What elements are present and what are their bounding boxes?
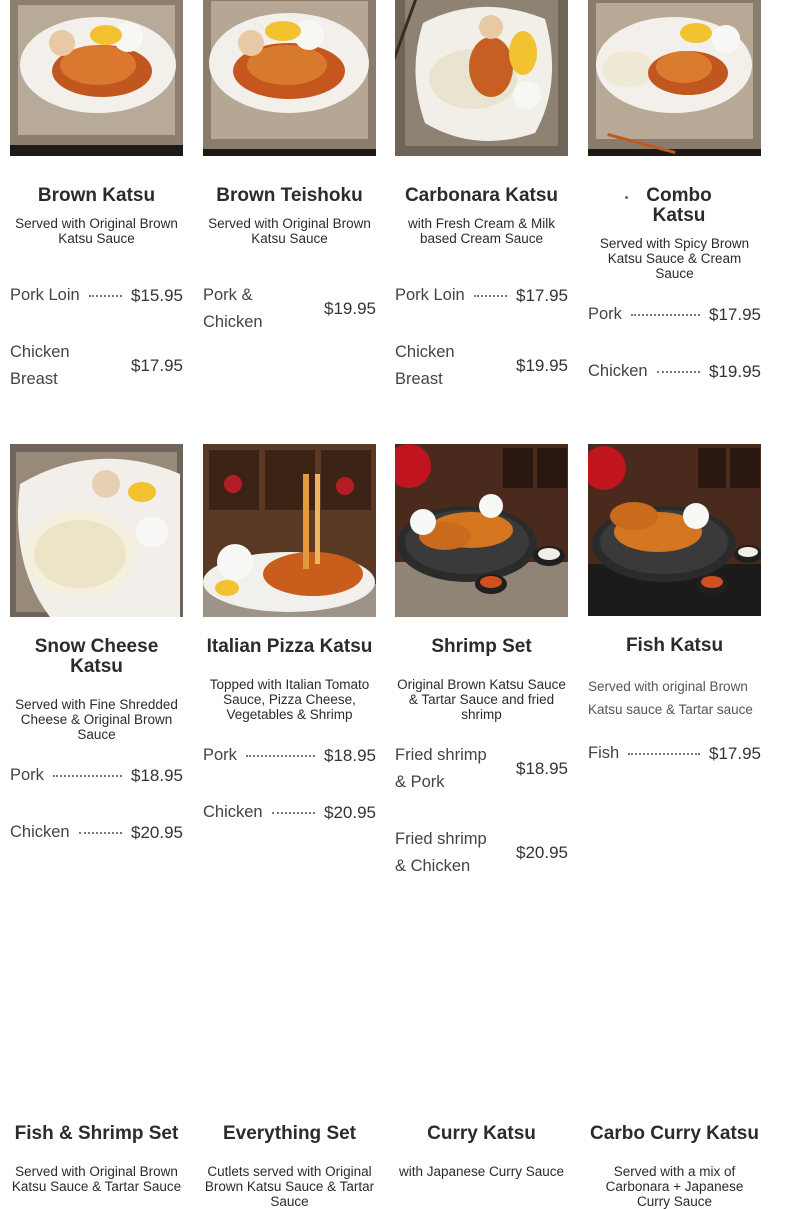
dotted-leader <box>246 755 315 757</box>
food-photo <box>588 0 761 156</box>
price-row <box>588 301 761 328</box>
price-value: $15.95 <box>131 285 183 305</box>
price-option-label: Pork Loin <box>395 286 465 304</box>
item-title: Curry Katsu <box>427 1123 536 1144</box>
item-description: with Japanese Curry Sauce <box>398 1164 565 1179</box>
item-description: Served with Fine Shredded Cheese & Original Brown Sauce <box>15 697 178 742</box>
item-description: Original Brown Katsu Sauce & Tartar Sauce and fried shrimp <box>397 677 566 722</box>
item-title: Everything Set <box>222 1123 357 1144</box>
item-title: Combo Katsu <box>646 185 712 226</box>
item-title: Brown Katsu <box>37 185 156 206</box>
price-value: $17.95 <box>709 304 761 324</box>
item-description: Served with Spicy Brown Katsu Sauce & Cream Sauce <box>599 236 750 281</box>
dotted-leader <box>89 295 122 297</box>
price-value: $19.95 <box>709 361 761 381</box>
price-row <box>10 282 183 309</box>
price-option-label: Fried shrimp & Pork <box>395 746 487 791</box>
price-option-label: Pork Loin <box>10 286 80 304</box>
price-option-label: Chicken <box>10 823 70 841</box>
food-photo <box>203 444 376 617</box>
price-option-label: Pork <box>10 766 44 784</box>
price-row <box>203 742 376 769</box>
item-description: Topped with Italian Tomato Sauce, Pizza Cheese, Vegetables & Shrimp <box>209 677 370 722</box>
item-title: Snow Cheese Katsu <box>34 636 159 677</box>
food-photo <box>588 444 761 616</box>
price-value: $17.95 <box>709 743 761 763</box>
food-photo <box>10 0 183 156</box>
food-photo <box>395 0 568 156</box>
price-option-label: Chicken Breast <box>10 343 70 388</box>
item-description: Served with Original Brown Katsu Sauce <box>208 216 371 246</box>
item-description: Cutlets served with Original Brown Katsu Sauce & Tartar Sauce <box>204 1164 375 1209</box>
item-title: Fish Katsu <box>625 635 724 656</box>
food-photo <box>203 0 376 156</box>
dotted-leader <box>272 812 315 814</box>
price-option-label: Fried shrimp & Chicken <box>395 830 487 875</box>
item-description: Served with a mix of Carbonara + Japanese Curry Sauce <box>605 1164 744 1209</box>
price-option-label: Pork <box>203 746 237 764</box>
price-value: $18.95 <box>324 745 376 765</box>
price-option-label: Fish <box>588 744 620 762</box>
price-value: $19.95 <box>516 356 568 375</box>
price-option-label: Pork & Chicken <box>203 286 263 331</box>
item-title: Shrimp Set <box>431 636 532 657</box>
price-row <box>203 799 376 826</box>
price-row <box>203 282 376 336</box>
price-row <box>10 762 183 789</box>
food-photo <box>10 444 183 617</box>
price-value: $20.95 <box>324 802 376 822</box>
item-title: Italian Pizza Katsu <box>206 636 373 657</box>
price-row <box>588 740 761 767</box>
item-description: Served with Original Brown Katsu Sauce <box>15 216 178 246</box>
item-title: Carbonara Katsu <box>404 185 559 206</box>
dotted-leader <box>657 371 700 373</box>
price-option-label: Chicken <box>588 362 648 380</box>
price-row <box>395 339 568 393</box>
item-title: Carbo Curry Katsu <box>590 1123 759 1144</box>
price-option-label: Pork <box>588 305 622 323</box>
price-value: $18.95 <box>516 759 568 778</box>
dotted-leader <box>79 832 122 834</box>
item-description: Served with original Brown Katsu sauce & Tartar sauce <box>588 679 753 717</box>
price-row <box>395 826 568 880</box>
price-value: $17.95 <box>131 356 183 375</box>
price-value: $17.95 <box>516 285 568 305</box>
dotted-leader <box>631 314 700 316</box>
decorative-dot <box>625 196 628 199</box>
price-row <box>395 742 568 796</box>
price-row <box>588 358 761 385</box>
price-value: $20.95 <box>131 822 183 842</box>
price-row <box>10 819 183 846</box>
item-title: Brown Teishoku <box>216 185 363 206</box>
item-description: Served with Original Brown Katsu Sauce & Tartar Sauce <box>11 1164 182 1194</box>
price-option-label: Chicken <box>203 803 263 821</box>
dotted-leader <box>474 295 507 297</box>
price-value: $20.95 <box>516 843 568 862</box>
price-row <box>10 339 183 393</box>
dotted-leader <box>628 753 700 755</box>
price-option-label: Chicken Breast <box>395 343 455 388</box>
price-value: $19.95 <box>324 299 376 318</box>
food-photo <box>395 444 568 617</box>
price-value: $18.95 <box>131 765 183 785</box>
dotted-leader <box>53 775 122 777</box>
item-title: Fish & Shrimp Set <box>14 1123 179 1144</box>
price-row <box>395 282 568 309</box>
item-description: with Fresh Cream & Milk based Cream Sauce <box>407 216 556 246</box>
